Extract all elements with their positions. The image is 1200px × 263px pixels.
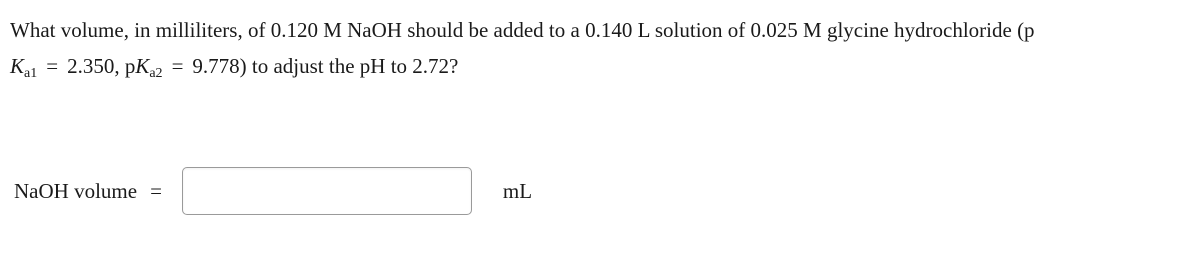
ka1-equals-sign: = [46,54,59,78]
ka2-symbol: K [135,54,150,78]
question-text [10,12,1200,84]
ka1-value: 2.350, p [67,54,136,78]
question-line-2 [10,48,1200,84]
answer-label: NaOH volume [14,178,138,203]
answer-equals-sign: = [150,178,162,203]
ka2-subscript: a2 [149,66,163,81]
ka2-equals-sign: = [171,54,184,78]
answer-unit: mL [502,178,533,203]
answer-row [14,165,532,217]
ka2-value-and-question: 9.778) to adjust the pH to 2.72? [192,54,459,78]
naoh-volume-input[interactable] [182,167,472,215]
question-line-1: What volume, in milliliters, of 0.120 M NaOH should be added to a 0.140 L solution of 0.025 M glycine hydrochloride (p [10,18,1035,42]
ka1-subscript: a1 [24,66,38,81]
ka1-symbol: K [10,54,25,78]
